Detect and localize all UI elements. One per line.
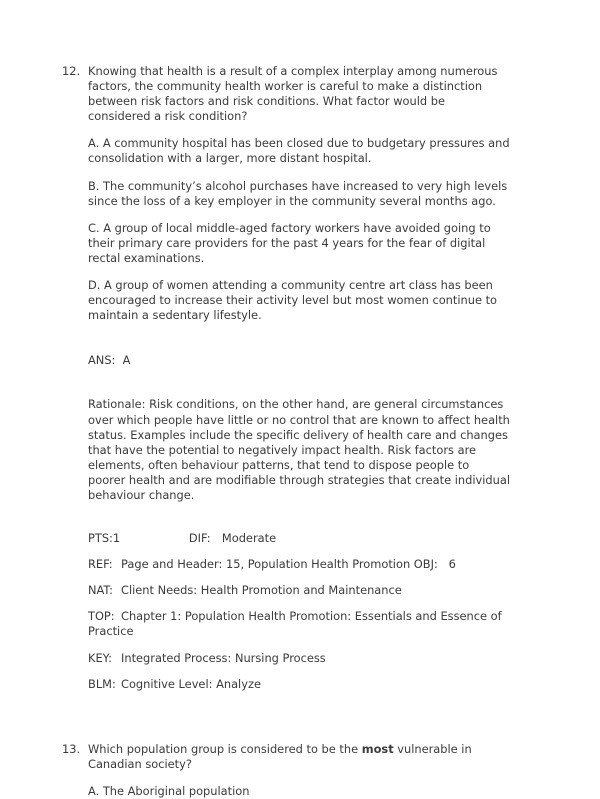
metadata-row-top: [88, 609, 510, 639]
question-13-stem-part2: vulnerable in Canadian society?: [88, 741, 472, 771]
pts-label: PTS:: [88, 531, 113, 546]
key-value: Integrated Process: Nursing Process: [121, 650, 326, 665]
question-12-choice-a: A. A community hospital has been closed due to budgetary pressures and consolidation with a larger, more distant hospital.: [88, 136, 510, 166]
answer-label: ANS:: [88, 353, 116, 368]
metadata-row-pts-dif: [88, 531, 510, 546]
question-12-answer: [88, 353, 510, 368]
top-label: TOP:: [88, 609, 115, 624]
nat-value: Client Needs: Health Promotion and Maintenance: [121, 583, 402, 598]
question-12-stem: Knowing that health is a result of a complex interplay among numerous factors, the community health worker is careful to make a distinction between risk factors and risk conditions. What factor would be considered a risk condition?: [88, 64, 498, 124]
question-13-stem: [88, 742, 510, 772]
dif-label: DIF:: [188, 531, 211, 546]
top-value: Chapter 1: Population Health Promotion: Essentials and Essence of Practice: [88, 609, 502, 639]
question-12-choice-c: C. A group of local middle-aged factory workers have avoided going to their primary care providers for the past 4 years for the fear of digital rectal examinations.: [88, 220, 491, 265]
question-12-choice-b: B. The community’s alcohol purchases have increased to very high levels since the loss of a key employer in the community several months ago.: [88, 178, 508, 208]
page-content: [62, 64, 522, 799]
metadata-row-blm: [88, 677, 510, 692]
nat-label: NAT:: [88, 583, 113, 598]
obj-label: OBJ:: [413, 557, 438, 572]
ref-value: Page and Header: 15, Population Health Promotion: [121, 557, 411, 572]
question-12: [62, 64, 522, 124]
question-13-choice-a: A. The Aboriginal population: [88, 783, 250, 798]
blm-value: Cognitive Level: Analyze: [121, 676, 261, 691]
question-12-choice-d: D. A group of women attending a community centre art class has been encouraged to increase their activity level but most women continue to maintain a sedentary lifestyle.: [88, 278, 498, 323]
metadata-row-key: [88, 651, 510, 666]
question-13-stem-emphasis: most: [361, 741, 394, 756]
blm-label: BLM:: [88, 676, 116, 691]
pts-value: 1: [112, 531, 121, 546]
question-12-number: 12.: [62, 64, 81, 78]
question-12-rationale: Rationale: Risk conditions, on the other hand, are general circumstances over which people have little or no control that are known to affect health status. Examples include the specific delivery of health care and changes that have the potential to negatively impact health. Risk factors are elements, often behaviour patterns, that tend to dispose people to poorer health and are modifiable through strategies that create individual behaviour change.: [88, 397, 511, 502]
metadata-row-ref-obj: [88, 557, 510, 572]
question-13: [62, 742, 522, 772]
question-12-metadata: [88, 531, 510, 692]
metadata-row-nat: [88, 583, 510, 598]
key-label: KEY:: [88, 650, 112, 665]
question-13-number: 13.: [62, 741, 81, 756]
ref-label: REF:: [88, 557, 113, 572]
answer-value: A: [122, 353, 131, 368]
question-13-stem-part1: Which population group is considered to be the: [88, 741, 362, 756]
dif-value: Moderate: [221, 531, 277, 546]
obj-value: 6: [448, 557, 456, 572]
